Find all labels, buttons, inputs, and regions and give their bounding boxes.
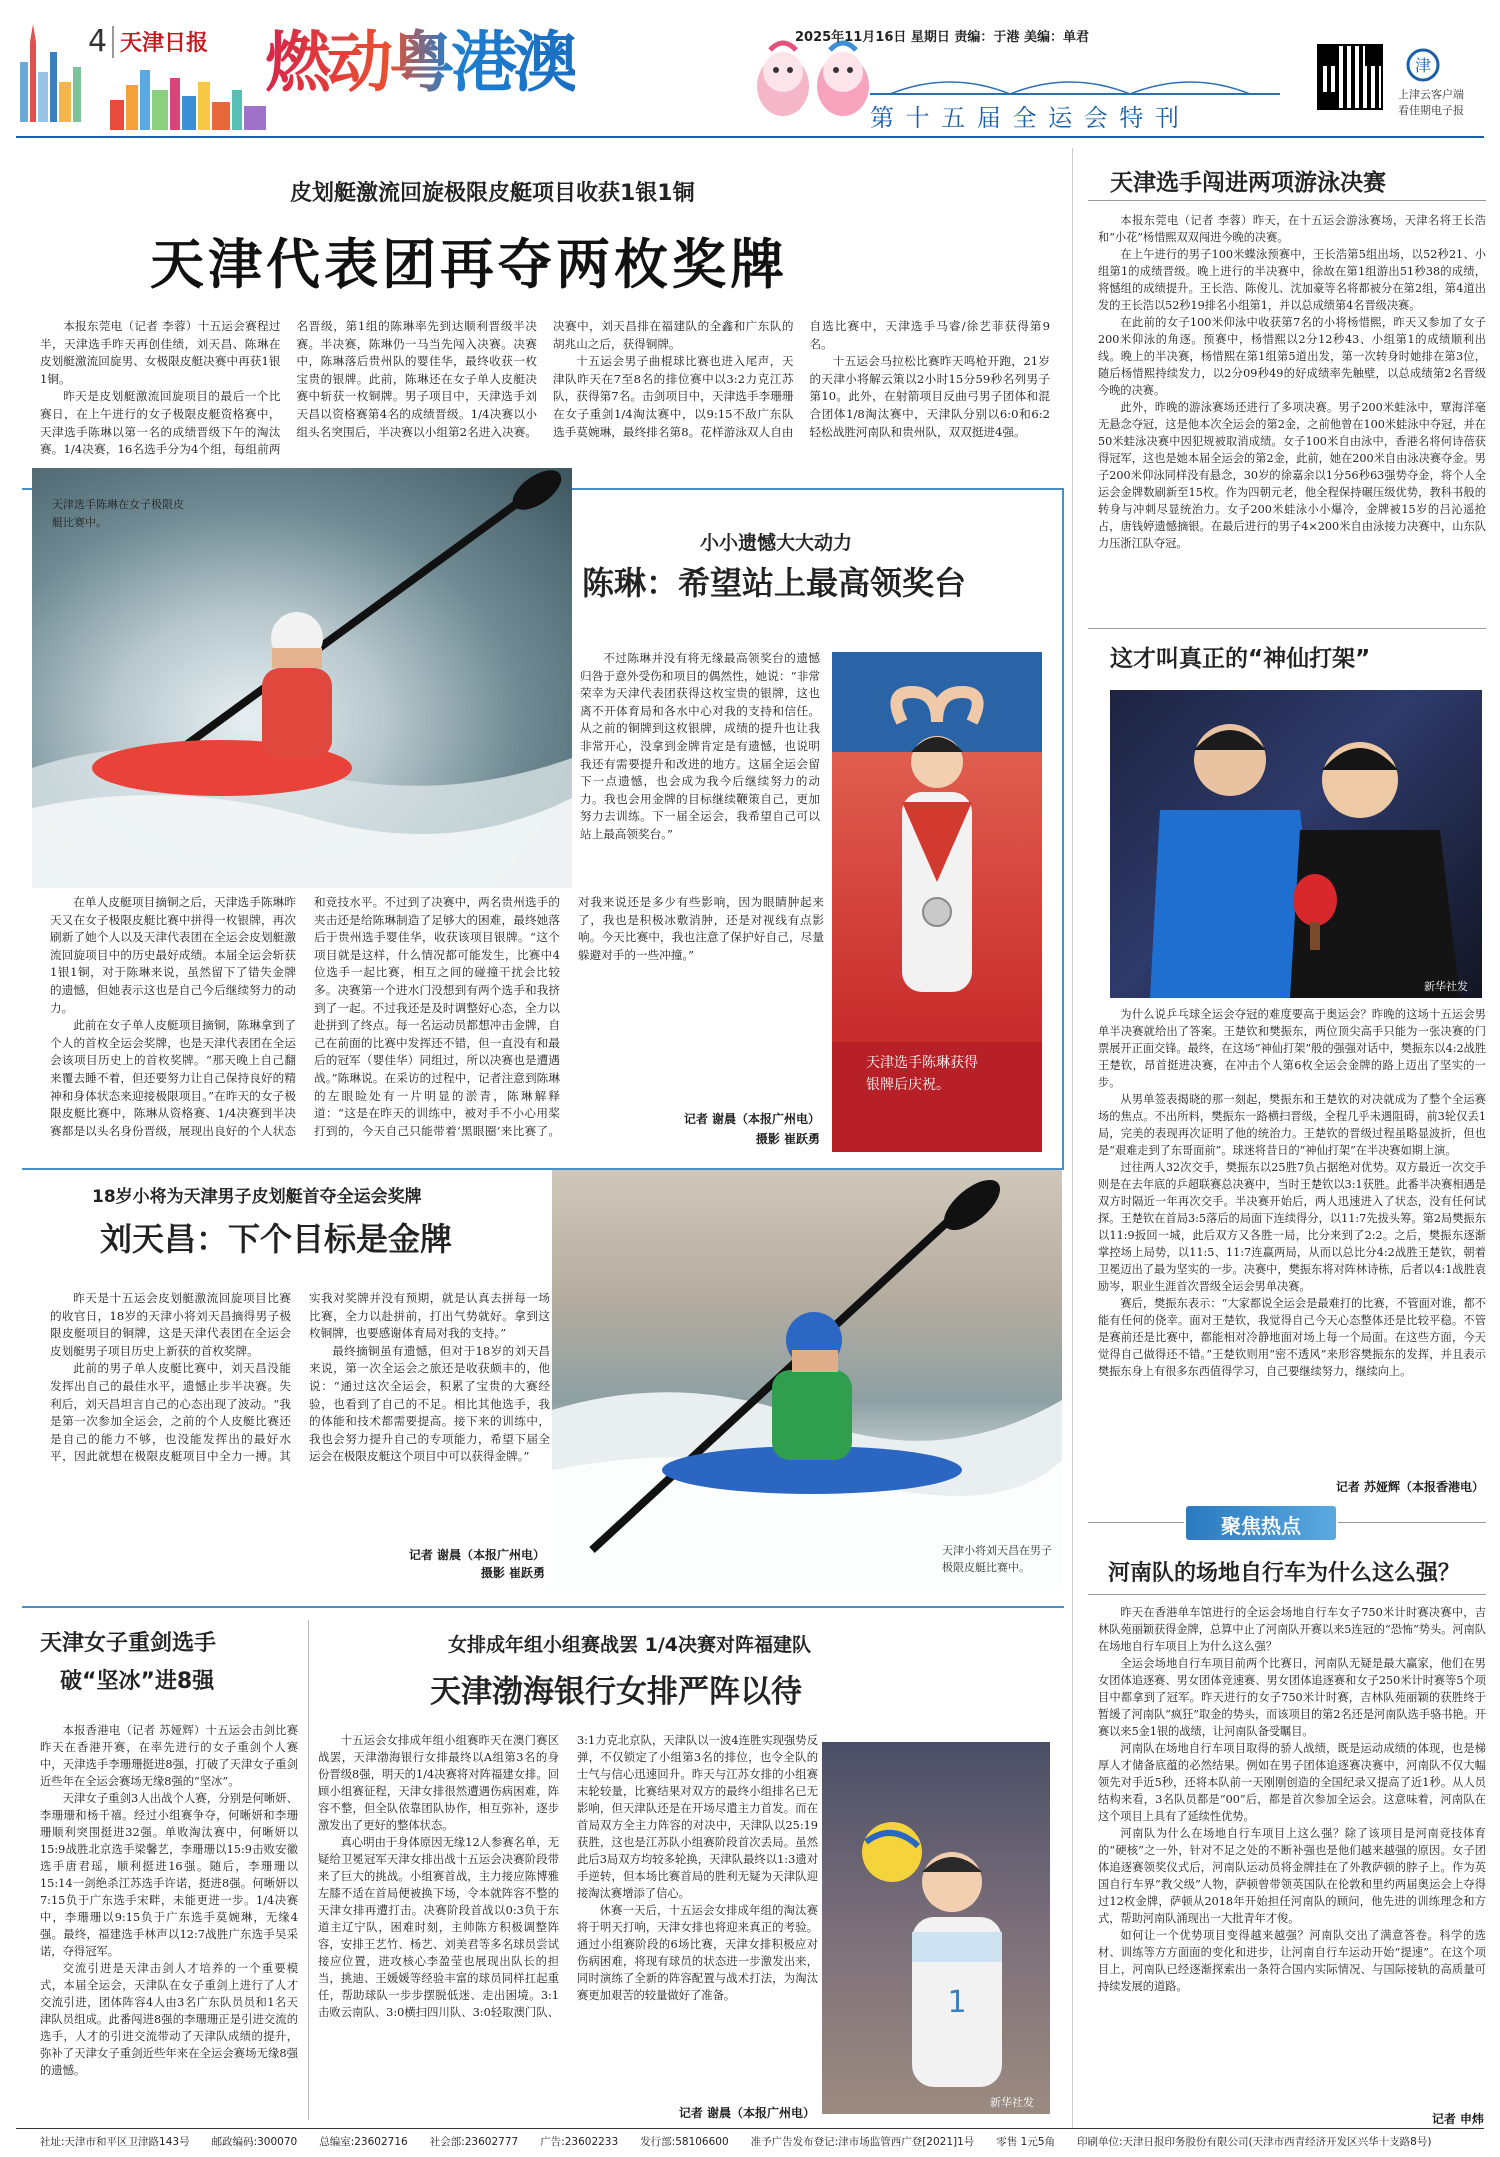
liutianchang-title: 刘天昌：下个目标是金牌 — [100, 1220, 453, 1258]
footer-distribution: 发行部:58106600 — [640, 2136, 729, 2148]
svg-text:1: 1 — [947, 1985, 967, 2020]
paper-name: 天津日报 — [120, 30, 209, 56]
chenlin-paragraph: 此前在女子单人皮艇项目摘铜，陈琳拿到了个人的首枚全运会奖牌，也是天津代表团在全运会该项目历史上的首枚奖牌。“那天晚上自己翻来覆去睡不着，但还要努力让自己保持良好的精神和身体状态来迎接极限项目。”在昨天的女子极限皮艇比赛中，陈琳从资格赛、1/4决赛到半决赛都是以头名身份晋级，展现出良好的个人状态和竞技水平。不过到了决赛中，两名贵州选手的夹击还是给陈琳制造了足够大的困难，最终她落后于贵州选手婴佳华，收获该项目银牌。“这个项目就是这样，什么情况都可能发生，比赛中4位选手一起比赛，相互之间的碰撞干扰会比较多。决赛第一个进水门没想到有两个选手和我挤到了一起。不过我还是及时调整好心态，全力以赴拼到了终点。每一名运动员都想冲击金牌，自己在前面的比赛中发挥还不错，但一直没有和最后的冠军（婴佳华）同组过，所以决赛也是遭遇战。”陈琳说。在采访的过程中，记者注意到陈琳的左眼睑处有一片明显的淤青，陈琳解释道：“这是在昨天的训练中，被对手不小心用桨打到的，今天自己只能带着‘黑眼圈’来比赛了。对我来说还是多少有些影响，因为眼睛肿起来了，我也是积极冰敷消肿，还是对视线有点影响。今天比赛中，我也注意了保护好自己，尽量躲避对手的一些冲撞。” — [50, 895, 824, 1138]
pingpong-title: 这才叫真正的“神仙打架” — [1110, 646, 1371, 672]
svg-text:津: 津 — [1414, 56, 1432, 75]
pingpong-paragraph: 赛后，樊振东表示：“大家都说全运会是最难打的比赛，不管面对谁，都不能有任何的侥幸。面对王楚钦，我觉得自己今天心态整体还是比较平稳。不管是赛前还是比赛中，都能相对冷静地面对场上每一个局面。在这些方面，今天觉得自己做得还不错。”王楚钦则用“密不透风”来形容樊振东的发挥，并且表示樊振东身上有很多东西值得学习，自己要继续努力，继续向上。 — [1098, 1297, 1486, 1378]
footer — [40, 2134, 1484, 2149]
focus-label-box — [1186, 1506, 1336, 1540]
liutianchang-paragraph: 此前的男子单人皮艇比赛中，刘天昌没能发挥出自己的最佳水平，遗憾止步半决赛。失利后，刘天昌坦言自己的心态出现了波动。“我是第一次参加全运会，之前的个人皮艇比赛还是自己的能力不够，也没能发挥出的最好水平，因此就想在极限皮艇项目中全力一搏。其实我对奖牌并没有预期，就是认真去拼每一场比赛，全力以赴拼前，打出气势就好。拿到这枚铜牌，也要感谢体育局对我的支持。” — [50, 1291, 550, 1464]
chenlin-celebration-photo — [832, 652, 1042, 1152]
liutianchang-paragraph: 最终摘铜虽有遗憾，但对于18岁的刘天昌来说，第一次全运会之旅还是收获颇丰的，他说：“通过这次全运会，积累了宝贵的大赛经验，也看到了自己的不足。相比其他选手，我的体能和技术都需要提高。接下来的训练中，我也会努力提升自己的专项能力，希望下届全运会在极限皮艇这个项目中可以获得金牌。” — [309, 1343, 550, 1464]
focus-body — [1098, 1604, 1486, 2112]
focus-label-rule — [1088, 1522, 1184, 1523]
focus-paragraph: 如何让一个优势项目变得越来越强？河南队交出了满意答卷。科学的选材、训练等方方面面的变化和进步，让河南自行车运动开始“提速”。在这个项目上，河南队已经逐渐探索出一条符合国内实际情况、与国际接轨的高质量可持续发展的道路。 — [1098, 1929, 1486, 1993]
swimming-title: 天津选手闯进两项游泳决赛 — [1110, 170, 1386, 196]
pingpong-byline: 记者 苏娅辉（本报香港电） — [1335, 1480, 1484, 1494]
fencing-paragraph: 本报香港电（记者 苏娅辉）十五运会击剑比赛昨天在香港开赛，在率先进行的女子重剑个人赛中，天津选手李珊珊挺进8强，打破了天津女子重剑近些年在全运会赛场无缘8强的“坚冰”。 — [40, 1724, 298, 1788]
fencing-divider — [308, 1620, 309, 2120]
focus-title: 河南队的场地自行车为什么这么强？ — [1108, 1561, 1461, 1586]
fencing-title-line1: 天津女子重剑选手 — [40, 1631, 217, 1656]
lead-paragraph: 十五运会男子曲棍球比赛也进入尾声，天津队昨天在7至8名的排位赛中以3:2力克江苏队，获得第7名。击剑项目中，天津选手李珊珊在女子重剑1/4淘汰赛中，以9:15不敌广东队选手莫婉琳，最终排名第8。花样游泳双人自由自选比赛中，天津选手马睿/徐艺菲获得第9名。 — [553, 319, 1050, 439]
header-skyline-band — [110, 60, 270, 130]
fencing-body — [40, 1722, 298, 2114]
celebration-figure — [832, 652, 1042, 1042]
volleyball-title: 天津渤海银行女排严阵以待 — [430, 1674, 802, 1710]
pingpong-body — [1098, 1006, 1486, 1476]
volleyball-paragraph: 十五运会女排成年组小组赛昨天在澳门赛区战罢，天津渤海银行女排最终以A组第3名的身份晋级8强，明天的1/4决赛将对阵福建女排。回顾小组赛征程，天津女排很然遭遇伤病困难，阵容不整，但全队依靠团队协作，相互弥补，逐步激发出了更好的整体状态。 — [318, 1734, 559, 1832]
chenlin-photo1-caption: 天津选手陈琳在女子极限皮艇比赛中。 — [52, 498, 184, 529]
masthead — [0, 0, 1500, 140]
right-column-divider — [1072, 148, 1073, 2128]
client-label-1: 上津云客户端 — [1398, 88, 1464, 101]
focus-paragraph: 河南队为什么在场地自行车项目上这么强？除了该项目是河南竞技体育的“硬核”之一外，针对不足之处的不断补强也是他们越来越强的原因。女子团体追逐赛领奖仪式后，河南队运动员将金牌挂在了外教萨顿的脖子上。作为英国自行车界“教父级”人物，萨顿曾带领英国队在伦敦和里约两届奥运会上夺得过12枚金牌，萨顿从2018年开始担任河南队的顾问，他先进的训练理念和方式，帮助河南队涌现出一大批青年才俊。 — [1098, 1827, 1486, 1925]
pingpong-photo-credit: 新华社发 — [1424, 980, 1468, 993]
fencing-paragraph: 交流引进是天津击剑人才培养的一个重要模式，本届全运会，天津队在女子重剑上进行了人才交流引进，团体阵容4人由3名广东队员员和1名天津队员组成。此番闯进8强的李珊珊正是引进交流的选手，人才的引进交流带动了天津队成绩的提升，弥补了天津女子重剑近些年来在全运会赛场无缘8强的遗憾。 — [40, 1962, 298, 2077]
qr-code[interactable] — [1317, 44, 1383, 110]
footer-price: 零售 1元5角 — [996, 2136, 1055, 2148]
liutianchang-photo-caption: 天津小将刘天昌在男子极限皮艇比赛中。 — [942, 1544, 1052, 1574]
fencing-paragraph: 天津女子重剑3人出战个人赛，分别是何晰妍、李珊珊和杨千禧。经过小组赛争夺，何晰妍和李珊珊顺利突围挺进32强。单败淘汰赛中，何晰妍以15:9战胜北京选手梁馨艺，李珊珊以15:9击败安徽选手唐君瑶，顺利挺进16强。随后，李珊珊以15:14一剑绝杀江苏选手许诺，挺进8强。何晰妍以7:15负于广东选手宋畔，未能更进一步。1/4决赛中，李珊珊以9:15负于广东选手莫婉琳，无缘4强。最终，福建选手林声以12:7战胜广东选手吴采诺，夺得冠军。 — [40, 1792, 298, 1958]
volleyball-kicker: 女排成年组小组赛战罢 1/4决赛对阵福建队 — [448, 1634, 811, 1656]
jin-app-icon[interactable] — [1406, 48, 1440, 82]
lead-paragraph: 昨天是皮划艇激流回旋项目的最后一个比赛日，在上午进行的女子极限皮艇资格赛中，天津选手陈琳以第一名的成绩晋级下午的淘汰赛。1/4决赛，16名选手分为4个组，每组前两名晋级，第1组的陈琳率先到达顺利晋级半决赛。半决赛，陈琳仍一马当先闯入决赛。决赛中，陈琳落后贵州队的婴佳华，最终收获一枚宝贵的银牌。此前，陈琳还在女子单人皮艇决赛中斩获一枚铜牌。男子项目中，天津选手刘天昌以资格赛第4名的成绩晋级。1/4决赛以小组头名突围后，半决赛以小组第2名进入决赛。决赛中，刘天昌排在福建队的全鑫和广东队的胡兆山之后，获得铜牌。 — [40, 319, 794, 457]
bridge-illustration — [870, 70, 1280, 98]
footer-postcode: 邮政编码:300070 — [211, 2136, 298, 2148]
focus-label: 聚焦热点 — [1221, 1514, 1301, 1538]
chenlin-photo2-caption: 天津选手陈琳获得银牌后庆祝。 — [866, 1055, 978, 1093]
volleyball-scene — [822, 1742, 1050, 2114]
liutianchang-byline: 记者 谢晨（本报广州电） — [408, 1548, 545, 1562]
volleyball-paragraph: 休赛一天后，十五运会女排成年组的淘汰赛将于明天打响，天津女排也将迎来真正的考验。通过小组赛阶段的6场比赛，天津女排积极应对伤病困难，将现有球员的状态进一步激发出来，同时演练了全新的阵容配置与战术打法，为淘汰赛更加艰苦的较量做好了准备。 — [577, 1904, 818, 2002]
lead-paragraph: 十五运会马拉松比赛昨天鸣枪开跑，21岁的天津小将解云策以2小时15分59秒名列男子第10。此外，在射箭项目反曲弓男子团体和混合团体1/8淘汰赛中，天津队分别以6:0和6:2轻松战胜河南队和贵州队，双双挺进4强。 — [809, 354, 1050, 439]
volleyball-photo-credit: 新华社发 — [990, 2096, 1034, 2109]
volleyball-photo — [822, 1742, 1050, 2114]
logo-text — [265, 22, 575, 102]
page-number: 4 — [88, 24, 108, 59]
lead-kicker: 皮划艇激流回旋极限皮艇项目收获1银1铜 — [290, 181, 695, 206]
pingpong-paragraph: 为什么说乒乓球全运会夺冠的难度要高于奥运会？昨晚的这场十五运会男单半决赛就给出了答案。王楚钦和樊振东，两位顶尖高手只能为一张决赛的门票展开正面交锋。最终，在这场“神仙打架”般的强强对话中，樊振东以4:2战胜王楚钦，昂首挺进决赛，在冲击个人第6枚全运会金牌的路上迈出了坚实的一步。 — [1098, 1008, 1486, 1089]
liutianchang-body — [50, 1290, 550, 1580]
mascot-icon — [748, 36, 878, 128]
focus-title-rule — [1088, 1594, 1486, 1595]
swimming-paragraph: 在此前的女子100米仰泳中收获第7名的小将杨惜熙，昨天又参加了女子200米仰泳的角逐。预赛中，杨惜熙以2分12秒43、小组第1的成绩顺利出线。晚上的半决赛，杨惜熙在第1组第5道出发，第一次转身时她排在第3位，随后杨惜熙持续发力，以2分09秒49的好成绩率先触壁，以总成绩第2名晋级今晚的决赛。 — [1098, 316, 1486, 397]
liutianchang-photo-credit: 摄影 崔跃勇 — [480, 1566, 545, 1580]
liutianchang-kayak-photo — [552, 1170, 1062, 1590]
lead-title: 天津代表团再夺两枚奖牌 — [150, 233, 788, 296]
focus-byline: 记者 申炜 — [1431, 2112, 1484, 2126]
footer-ads: 广告:23602233 — [540, 2136, 619, 2148]
swimming-body — [1098, 212, 1486, 624]
page-number-divider — [112, 26, 114, 58]
footer-address: 社址:天津市和平区卫津路143号 — [40, 2136, 190, 2148]
swimming-title-rule — [1088, 200, 1486, 201]
skyline-illustration — [16, 22, 86, 122]
chenlin-paragraph: 在单人皮艇项目摘铜之后，天津选手陈琳昨天又在女子极限皮艇比赛中拼得一枚银牌，再次刷新了她个人以及天津代表团在全运会皮划艇激流回旋项目中的历史最好成绩。本届全运会斩获1银1铜，对于陈琳来说，虽然留下了错失金牌的遗憾，但她表示这也是自己今后继续努力的动力。 — [50, 895, 296, 1015]
swimming-paragraph: 本报东莞电（记者 李蓉）昨天，在十五运会游泳赛场，天津名将王长浩和“小花”杨惜熙双双闯进今晚的决赛。 — [1098, 214, 1486, 244]
chenlin-photo-credit: 摄影 崔跃勇 — [755, 1132, 820, 1146]
chenlin-paragraph: 不过陈琳并没有将无缘最高领奖台的遗憾归咎于意外受伤和项目的偶然性，她说：“非常荣幸为天津代表团获得这枚宝贵的银牌，这也离不开体育局和各水中心对我的支持和信任。从之前的铜牌到这枚银牌，成绩的提升也让我非常开心，没拿到金牌肯定是有遗憾，也说明我还有需要提升和改进的地方。这届全运会留下一点遗憾，也会成为我今后继续努力的动力。我也会用金牌的目标继续鞭策自己，更加努力去训练。下一届全运会，我希望自己可以站上最高领奖台。” — [580, 651, 820, 841]
special-issue-title: 第 十 五 届 全 运 会 特 刊 — [870, 104, 1182, 132]
bottom-rule — [22, 1606, 1064, 1608]
focus-paragraph: 河南队在场地自行车项目取得的骄人战绩，既是运动成绩的体现，也是梯厚人才储备底蕴的必然结果。例如在男子团体追逐赛决赛中，河南队不仅大幅领先对手近5秒，还将本队前一天刚刚创造的全国纪录又提高了近1秒。从人员结构来看，3名队员都是“00”后，都是首次参加全运会。这意味着，河南队在这个项目上具有了延续性优势。 — [1098, 1742, 1486, 1823]
logo-text-value: 燃动粤港澳 — [265, 23, 575, 101]
chenlin-byline: 记者 谢晨（本报广州电） — [683, 1112, 820, 1126]
footer-editorial-office: 总编室:23602716 — [319, 2136, 408, 2148]
liutianchang-paragraph: 昨天是十五运会皮划艇激流回旋项目比赛的收官日，18岁的天津小将刘天昌摘得男子极限皮艇项目的铜牌，这是天津代表团在全运会皮划艇男子项目历史上新获的首枚奖牌。 — [50, 1291, 291, 1358]
client-label-2: 看佳期电子报 — [1398, 104, 1464, 117]
pingpong-paragraph: 从男单签表揭晓的那一刻起，樊振东和王楚钦的对决就成为了整个全运赛场的焦点。不出所料，樊振东一路横扫晋级，全程几乎未遇阻碍，前3轮仅丢1局，完美的表现再次证明了他的统治力。王楚钦的晋级过程虽略显波折，但也是“艰难走到了东哥面前”。球迷将昔日的“神仙打架”在半决赛如期上演。 — [1098, 1093, 1486, 1157]
chenlin-title: 陈琳：希望站上最高领奖台 — [582, 564, 967, 602]
volleyball-byline: 记者 谢晨（本报广州电） — [678, 2106, 815, 2120]
footer-social-dept: 社会部:23602777 — [429, 2136, 519, 2148]
date-line: 2025年11月16日 星期日 责编：于港 美编：单君 — [795, 30, 1089, 45]
chenlin-kicker: 小小遗憾大大动力 — [700, 532, 853, 554]
focus-paragraph: 昨天在香港单车馆进行的全运会场地自行车女子750米计时赛决赛中，吉林队苑丽颖获得金牌，总算中止了河南队开赛以来5连冠的“恐怖”势头。河南队在场地自行车项目上为什么这么强？ — [1098, 1606, 1486, 1653]
pingpong-top-rule — [1088, 628, 1486, 629]
swimming-paragraph: 在上午进行的男子100米蝶泳预赛中，王长浩第5组出场，以52秒21、小组第1的成绩晋级。晚上进行的半决赛中，徐故在第1组游出51秒38的成绩，将憾组的成绩提升。王长浩、陈俊儿、沈加豪等名将都被分在第2组，第4道出发的王长浩以52秒19排名小组第1，并以总成绩第4名晋级决赛。 — [1098, 248, 1486, 312]
footer-rule — [16, 2128, 1484, 2129]
footer-ad-license: 准予广告发布登记:津市场监管西广登[2021]1号 — [750, 2136, 975, 2148]
lead-paragraph: 本报东莞电（记者 李蓉）十五运会赛程过半，天津选手昨天再创佳绩，刘天昌、陈琳在皮划艇激流回旋男、女极限皮艇决赛中再获1银1铜。 — [40, 319, 281, 386]
kayak-scene — [552, 1170, 1062, 1590]
pingpong-paragraph: 过往两人32次交手，樊振东以25胜7负占据绝对优势。双方最近一次交手则是在去年底的乒超联赛总决赛中，当时王楚钦以3:1获胜。此番半决赛相遇是双方时隔近一年再次交手。半决赛开始后，两人迅速进入了状态，没有任何试探。王楚钦在首局3:5落后的局面下连续得分，以11:7先拔头筹。第2局樊振东以11:9扳回一城，此后双方又各胜一局，比分来到了2:2。之后，樊振东逐渐掌控场上局势，以11:5、11:7连赢两局，从而以总比分4:2战胜王楚钦，朝着卫冕迈出了最为坚实的一步。决赛中，樊振东将对阵林诗栋，后者以4:1战胜袁励岑，职业生涯首次晋级全运会男单决赛。 — [1098, 1161, 1486, 1293]
chenlin-body-right — [580, 650, 820, 1090]
pingpong-scene — [1110, 690, 1482, 998]
focus-paragraph: 全运会场地自行车项目前两个比赛日，河南队无疑是最大赢家，他们在男女团体追逐赛、男女团体竞速赛、男女团体追逐赛和女子250米计时赛等5个项目中都拿到了冠军。昨天进行的女子750米计时赛，吉林队苑丽颖的获胜终于暂缓了河南队“疯狂”取金的势头，而该项目的第2名还是河南队选手骆书艳。开赛以来5金1银的战绩，让河南队备受瞩目。 — [1098, 1657, 1486, 1738]
pingpong-photo — [1110, 690, 1482, 998]
focus-label-rule — [1338, 1522, 1486, 1523]
volleyball-paragraph: 真心明由于身体原因无缘12人参赛名单，无疑给卫冕冠军天津女排出战十五运会决赛阶段带来了巨大的挑战。小组赛首战，主力接应陈博雅左膝不适在首局便被换下场，令本就阵容不整的天津女排再遭打击。决赛阶段首战以0:3负于东道主辽宁队，困难时刻，主帅陈方积极调整阵容，安排王艺竹、杨艺、刘美君等多名球员尝试接应位置，进攻核心李盈莹也展现出队长的担当，挑迪、王媛媛等经验丰富的球员同样扛起重任，帮助球队一步步摆脱低迷、走出困境。3:1击败云南队、3:0横扫四川队、3:0轻取澳门队、3:1力克北京队，天津队以一波4连胜实现强势反弹，不仅锁定了小组第3名的排位，也令全队的士气与信心迅速回升。昨天与江苏女排的小组赛末轮较量，比赛结果对双方的最终小组排名已无影响，但天津队还是在开场尽遣主力首发。而在首局双方全主力阵容的对决中，天津队以25:19获胜，这也是江苏队小组赛阶段首次丢局。虽然此后3局双方均较多轮换，天津队最终以1:3遗对手逆转，但本场比赛首局的胜利无疑为天津队迎接淘汰赛增添了信心。 — [318, 1734, 818, 2019]
swimming-paragraph: 此外，昨晚的游泳赛场还进行了多项决赛。男子200米蛙泳中，覃海洋毫无悬念夺冠，这是他本次全运会的第2金，之前他曾在100米蛙泳中夺冠，并在50米蛙泳决赛中因犯规被取消成绩。女子100米自由泳中，香港名将何诗蓓获得冠军，这也是她本届全运会的第2金，此前，她在200米自由泳决赛夺金。男子200米仰泳同样没有悬念，30岁的徐嘉余以1分56秒63强势夺金，将个人全运会金牌数刷新至15枚。作为四朝元老，他全程保持碾压级优势，教科书般的转身与冲刺尽显统治力。女子200米蛙泳小小爆冷，金牌被15岁的吕沁遥抢占，唐钱婷遗憾摘银。在最后进行的男子4×200米自由泳接力决赛中，山东队力压浙江队夺冠。 — [1098, 401, 1486, 550]
masthead-rule — [16, 136, 1484, 138]
fencing-title-line2: 破“坚冰”进8强 — [60, 1669, 215, 1694]
lead-body — [40, 318, 1050, 468]
footer-printer: 印刷单位:天津日报印务股份有限公司(天津市西青经济开发区兴华十支路8号) — [1077, 2136, 1432, 2148]
volleyball-body — [318, 1732, 818, 2096]
liutianchang-kicker: 18岁小将为天津男子皮划艇首夺全运会奖牌 — [92, 1187, 422, 1207]
